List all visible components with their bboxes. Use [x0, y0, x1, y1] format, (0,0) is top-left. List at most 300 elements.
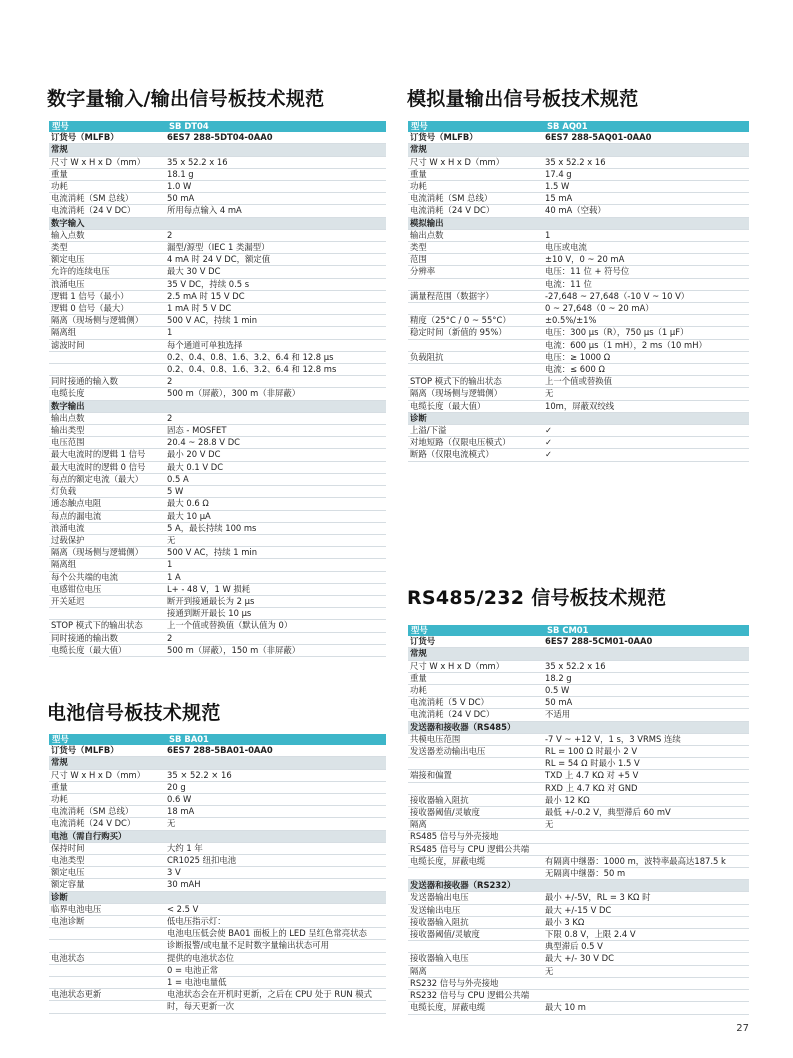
table-row [49, 327, 386, 339]
spec-value: 电流：≤ 600 Ω [545, 364, 605, 375]
spec-label [408, 303, 543, 314]
table-row [408, 401, 749, 413]
table-row [49, 279, 386, 291]
spec-value: 35 x 52.2 x 16 [545, 156, 606, 167]
table-row [49, 645, 386, 657]
spec-value: 5 A，最长持续 100 ms [167, 522, 257, 533]
spec-label: 功耗 [410, 685, 427, 696]
table-row [49, 1001, 386, 1013]
table-row [408, 770, 749, 782]
spec-value: 接通到断开最长 10 μs [167, 608, 252, 619]
table-row [49, 437, 386, 449]
spec-value: 最大 0.6 Ω [167, 498, 209, 509]
header-label: 型号 [52, 121, 69, 131]
spec-label: 接收器输入阻抗 [410, 794, 469, 805]
spec-label: 常规 [51, 757, 68, 768]
spec-label: 端接和偏置 [410, 770, 452, 781]
spec-label: 尺寸 W x H x D（mm） [51, 156, 146, 167]
spec-value [543, 144, 749, 155]
table-row [408, 831, 749, 843]
table-row [408, 868, 749, 880]
table-row [408, 941, 749, 953]
table-row [49, 572, 386, 584]
section-header-row [408, 880, 749, 892]
table-row [408, 303, 749, 315]
table-row [49, 867, 386, 879]
spec-label: 尺寸 W x H x D（mm） [410, 156, 505, 167]
table-row [49, 498, 386, 510]
spec-value: 30 mAH [167, 879, 201, 890]
table-row [408, 685, 749, 697]
spec-label: 接收器输入电压 [410, 953, 469, 964]
spec-label: 隔离 [410, 819, 427, 830]
spec-value [543, 413, 749, 424]
spec-label: 隔离 [410, 965, 427, 976]
spec-value: 无 [545, 965, 554, 976]
spec-value [543, 880, 749, 891]
spec-value: 0 ~ 27,648（0 ~ 20 mA） [545, 303, 654, 314]
spec-label: 电流消耗（24 V DC） [51, 205, 136, 216]
table-row [49, 535, 386, 547]
header-model: SB BA01 [169, 734, 209, 744]
table-row [408, 132, 749, 144]
table-row [49, 547, 386, 559]
spec-value: 1 A [167, 571, 181, 582]
spec-value: 6ES7 288-5DT04-0AA0 [167, 132, 273, 143]
table-row [49, 745, 386, 757]
spec-value: ✓ [545, 449, 553, 460]
table-row [408, 388, 749, 400]
spec-label: RS485 信号与外壳接地 [410, 831, 499, 842]
section-header-row [408, 218, 749, 230]
table-row [49, 242, 386, 254]
spec-label: 逻辑 1 信号（最小） [51, 290, 129, 301]
spec-label: 每个公共端的电流 [51, 571, 118, 582]
spec-label: 输出点数 [410, 229, 444, 240]
table-row [49, 559, 386, 571]
spec-label: 浪涌电流 [51, 522, 85, 533]
spec-label: 同时接通的输出数 [51, 632, 118, 643]
table-row [49, 977, 386, 989]
table-row [408, 1002, 749, 1014]
spec-value: 1.5 W [545, 181, 570, 192]
spec-label: 重量 [51, 781, 68, 792]
table-row [408, 230, 749, 242]
spec-value [165, 831, 386, 842]
spec-label: 每点的额定电流（最大） [51, 473, 144, 484]
spec-value [543, 990, 749, 1001]
spec-label: 发送器和接收器（RS485） [410, 721, 516, 732]
table-row [49, 879, 386, 891]
spec-value: -7 V ~ +12 V，1 s，3 VRMS 连续 [545, 733, 681, 744]
spec-label: 满量程范围（数据字） [410, 290, 494, 301]
spec-label: 最大电流时的逻辑 0 信号 [51, 461, 146, 472]
table-row [408, 746, 749, 758]
table-row [49, 340, 386, 352]
table-row [49, 620, 386, 632]
spec-label: 范围 [410, 254, 427, 265]
spec-label: 电池诊断 [51, 916, 85, 927]
spec-value: 50 mA [545, 697, 573, 708]
header-label: 型号 [52, 734, 69, 744]
table-row [49, 181, 386, 193]
table-row [408, 157, 749, 169]
spec-value: 电池电压低会使 BA01 面板上的 LED 呈红色常亮状态 [167, 928, 367, 939]
spec-label: 滤波时间 [51, 339, 85, 350]
spec-value: 35 x 52.2 x 16 [167, 156, 228, 167]
spec-value: 无 [167, 818, 176, 829]
spec-label: 电压范围 [51, 437, 85, 448]
table-row [408, 905, 749, 917]
table-row [408, 734, 749, 746]
spec-value: 0.6 W [167, 794, 192, 805]
spec-value: 2 [167, 229, 173, 240]
spec-value: 6ES7 288-5BA01-0AA0 [167, 745, 273, 756]
spec-value: 3 V [167, 867, 181, 878]
spec-label [49, 608, 165, 619]
spec-value: 提供的电池状态位 [167, 952, 234, 963]
table-row [408, 758, 749, 770]
spec-value: 断开到接通最长为 2 μs [167, 595, 255, 606]
table-row [408, 242, 749, 254]
table-row [408, 425, 749, 437]
table-row [49, 940, 386, 952]
table-row [408, 917, 749, 929]
table-row [408, 783, 749, 795]
spec-label: 订货号（MLFB） [410, 132, 478, 143]
table-row [408, 990, 749, 1002]
battery-board-title: 电池信号板技术规范 [47, 702, 221, 724]
spec-value [543, 831, 749, 842]
table-row [49, 132, 386, 144]
spec-label: 电流消耗（SM 总线） [410, 193, 493, 204]
table-header-row [408, 121, 749, 132]
table-row [408, 181, 749, 193]
spec-value: 时，每天更新一次 [167, 1001, 234, 1012]
spec-value: 最小 3 KΩ [545, 916, 585, 927]
spec-value: 最大 30 V DC [167, 266, 221, 277]
table-row [408, 340, 749, 352]
spec-label: 电感钳位电压 [51, 583, 102, 594]
spec-value: 上一个值或替换值（默认值为 0） [167, 620, 293, 631]
spec-label: 通态触点电阻 [51, 498, 102, 509]
spec-label [408, 783, 543, 794]
spec-value: 最大 10 m [545, 1002, 586, 1013]
spec-value: 500 m（屏蔽），150 m（非屏蔽） [167, 644, 301, 655]
spec-label: 数字输入 [51, 217, 85, 228]
spec-value [543, 218, 749, 229]
spec-value [543, 844, 749, 855]
spec-value: 电压：300 μs（R），750 μs（1 μF） [545, 327, 689, 338]
spec-label: 类型 [410, 242, 427, 253]
spec-label: RS485 信号与 CPU 逻辑公共端 [410, 843, 530, 854]
table-row [49, 169, 386, 181]
spec-value: -27,648 ~ 27,648（-10 V ~ 10 V） [545, 290, 690, 301]
spec-label: 电缆长度，屏蔽电缆 [410, 855, 486, 866]
spec-label: 负载阻抗 [410, 351, 444, 362]
table-row [408, 352, 749, 364]
table-row [49, 425, 386, 437]
section-header-row [408, 413, 749, 425]
section-header-row [49, 401, 386, 413]
spec-value: 低电压指示灯： [167, 916, 226, 927]
spec-label [408, 758, 543, 769]
spec-value: 50 mA [167, 193, 195, 204]
spec-value: 诊断报警/或电量不足时数字量输出状态可用 [167, 940, 329, 951]
spec-value: 最小 12 KΩ [545, 794, 590, 805]
spec-value: 17.4 g [545, 168, 572, 179]
spec-value: 1 [167, 327, 173, 338]
spec-label [408, 340, 543, 351]
table-row [49, 266, 386, 278]
spec-value: 最小 +/-5V，RL = 3 KΩ 时 [545, 892, 651, 903]
spec-label [49, 1001, 165, 1012]
rs485-spec-table [408, 625, 749, 1015]
spec-label: 功耗 [51, 794, 68, 805]
spec-label: 发送输出电压 [410, 904, 461, 915]
table-row [49, 388, 386, 400]
table-row [49, 315, 386, 327]
spec-label: 每点的漏电流 [51, 510, 102, 521]
spec-value: 18 mA [167, 806, 195, 817]
spec-value: 电压或电流 [545, 242, 587, 253]
spec-label: 电缆长度（最大值） [51, 644, 127, 655]
spec-label: 电池状态更新 [51, 989, 102, 1000]
table-row [49, 633, 386, 645]
spec-value: 有隔离中继器：1000 m，波特率最高达187.5 k [545, 855, 726, 866]
spec-value: 固态 - MOSFET [167, 425, 227, 436]
table-row [49, 254, 386, 266]
spec-label: 保持时间 [51, 842, 85, 853]
spec-value [543, 722, 749, 733]
analog-output-title: 模拟量输出信号板技术规范 [407, 88, 639, 110]
spec-label: 数字输出 [51, 400, 85, 411]
spec-label: 断路（仅限电流模式） [410, 449, 494, 460]
table-row [49, 953, 386, 965]
spec-value: 10m，屏蔽双绞线 [545, 400, 615, 411]
spec-value: ±10 V，0 ~ 20 mA [545, 254, 625, 265]
table-row [408, 673, 749, 685]
table-row [408, 795, 749, 807]
section-header-row [408, 722, 749, 734]
spec-label: 尺寸 W x H x D（mm） [51, 769, 146, 780]
spec-value: 35 x 52.2 x 16 [545, 660, 606, 671]
spec-value [165, 757, 386, 768]
table-row [408, 437, 749, 449]
spec-value: 35 × 52.2 × 16 [167, 769, 232, 780]
spec-value: 电压：11 位 + 符号位 [545, 266, 630, 277]
table-row [408, 315, 749, 327]
spec-label: 功耗 [410, 181, 427, 192]
spec-label: 接收器阈值/灵敏度 [410, 807, 480, 818]
table-row [408, 364, 749, 376]
table-row [408, 636, 749, 648]
spec-value: 无隔离中继器：50 m [545, 868, 626, 879]
spec-value: 电池状态会在开机时更新，之后在 CPU 处于 RUN 模式 [167, 989, 373, 1000]
spec-label [49, 352, 165, 363]
section-header-row [49, 144, 386, 156]
spec-label: 诊断 [410, 412, 427, 423]
spec-label: 额定电压 [51, 867, 85, 878]
page-number: 27 [736, 1023, 749, 1034]
table-header-row [49, 734, 386, 745]
spec-value [165, 144, 386, 155]
table-row [49, 462, 386, 474]
spec-value: CR1025 纽扣电池 [167, 855, 237, 866]
table-row [49, 608, 386, 620]
spec-label: 过载保护 [51, 534, 85, 545]
spec-label: 对地短路（仅限电压模式） [410, 437, 511, 448]
spec-value: 0.2、0.4、0.8、1.6、3.2、6.4 和 12.8 ms [167, 364, 337, 375]
spec-value: 最大 0.1 V DC [167, 461, 224, 472]
table-row [408, 697, 749, 709]
spec-value: 电流：11 位 [545, 278, 592, 289]
spec-value: 典型滞后 0.5 V [545, 941, 603, 952]
table-row [408, 291, 749, 303]
spec-value [165, 218, 386, 229]
spec-label: 输入点数 [51, 229, 85, 240]
spec-label: 隔离（现场侧与逻辑侧） [51, 547, 144, 558]
spec-label: 分辨率 [410, 266, 436, 277]
table-row [49, 806, 386, 818]
spec-label [49, 928, 165, 939]
table-row [408, 169, 749, 181]
spec-value: 最大 +/-15 V DC [545, 904, 612, 915]
table-row [49, 352, 386, 364]
table-header-row [49, 121, 386, 132]
spec-label: 常规 [410, 648, 427, 659]
header-model: SB CM01 [547, 625, 589, 635]
spec-value: L+ - 48 V，1 W 损耗 [167, 583, 251, 594]
spec-value: RXD 上 4.7 KΩ 对 GND [545, 782, 638, 793]
spec-value: 0.5 A [167, 473, 189, 484]
spec-value: 电压：≥ 1000 Ω [545, 351, 611, 362]
spec-label: 重量 [410, 672, 427, 683]
spec-value: 6ES7 288-5CM01-0AA0 [545, 636, 653, 647]
section-header-row [49, 892, 386, 904]
spec-value: 1 [167, 559, 173, 570]
section-header-row [408, 144, 749, 156]
spec-value: RL = 54 Ω 时最小 1.5 V [545, 758, 640, 769]
table-row [49, 291, 386, 303]
table-row [408, 327, 749, 339]
spec-value: 35 V DC，持续 0.5 s [167, 278, 250, 289]
header-model: SB DT04 [169, 121, 209, 131]
spec-label: 逻辑 0 信号（最大） [51, 303, 129, 314]
spec-value: ±0.5%/±1% [545, 315, 597, 326]
spec-label: 输出类型 [51, 425, 85, 436]
table-row [49, 449, 386, 461]
table-row [408, 205, 749, 217]
table-row [408, 193, 749, 205]
spec-value: 漏型/源型（IEC 1 类漏型） [167, 242, 270, 253]
spec-value: 无 [545, 388, 554, 399]
spec-label [408, 868, 543, 879]
spec-value: 每个通道可单独选择 [167, 339, 243, 350]
table-header-row [408, 625, 749, 636]
spec-value: 0.5 W [545, 685, 570, 696]
spec-value: 15 mA [545, 193, 573, 204]
table-row [49, 376, 386, 388]
table-row [49, 523, 386, 535]
table-row [49, 303, 386, 315]
section-header-row [49, 831, 386, 843]
spec-value: 最小 20 V DC [167, 449, 221, 460]
spec-label: 电流消耗（5 V DC） [410, 697, 489, 708]
table-row [408, 254, 749, 266]
table-row [49, 794, 386, 806]
table-row [408, 266, 749, 278]
table-row [49, 413, 386, 425]
spec-value: 4 mA 时 24 V DC，额定值 [167, 254, 271, 265]
spec-label: 功耗 [51, 181, 68, 192]
digital-io-spec-table [49, 121, 386, 657]
table-row [408, 807, 749, 819]
spec-label: 共模电压范围 [410, 733, 461, 744]
table-row [408, 376, 749, 388]
spec-label: 电流消耗（24 V DC） [410, 709, 495, 720]
spec-label: 接收器阈值/灵敏度 [410, 929, 480, 940]
header-model: SB AQ01 [547, 121, 588, 131]
table-row [49, 157, 386, 169]
spec-value: 无 [167, 534, 176, 545]
spec-label: RS232 信号与 CPU 逻辑公共端 [410, 990, 530, 1001]
spec-value: 500 V AC，持续 1 min [167, 547, 258, 558]
spec-label: 精度（25°C / 0 ~ 55°C） [410, 315, 511, 326]
spec-value: 500 V AC，持续 1 min [167, 315, 258, 326]
spec-value: 20.4 ~ 28.8 V DC [167, 437, 240, 448]
table-row [49, 584, 386, 596]
spec-label: 尺寸 W x H x D（mm） [410, 660, 505, 671]
table-row [49, 193, 386, 205]
spec-label: 最大电流时的逻辑 1 信号 [51, 449, 146, 460]
spec-value: 18.1 g [167, 168, 194, 179]
spec-label: 电池类型 [51, 855, 85, 866]
spec-label: 电池（需自行购买） [51, 830, 127, 841]
spec-value: 上一个值或替换值 [545, 376, 612, 387]
spec-value: 最大 10 μA [167, 510, 211, 521]
table-row [49, 916, 386, 928]
spec-value: 1 = 电池电量低 [167, 977, 227, 988]
spec-value: 2 [167, 632, 173, 643]
spec-label: 发送器差动输出电压 [410, 746, 486, 757]
spec-label: 输出点数 [51, 412, 85, 423]
spec-label: 类型 [51, 242, 68, 253]
spec-value: 电流：600 μs（1 mH），2 ms（10 mH） [545, 339, 707, 350]
spec-value: 40 mA（空载） [545, 205, 606, 216]
spec-value: 6ES7 288-5AQ01-0AA0 [545, 132, 652, 143]
spec-label: 常规 [51, 144, 68, 155]
spec-label: 电流消耗（SM 总线） [51, 193, 134, 204]
table-row [408, 953, 749, 965]
battery-spec-table [49, 734, 386, 1014]
table-row [49, 989, 386, 1001]
spec-value: 最低 +/-0.2 V，典型滞后 60 mV [545, 807, 671, 818]
spec-value: 2 [167, 412, 173, 423]
spec-value: 500 m（屏蔽），300 m（非屏蔽） [167, 388, 301, 399]
spec-label: 电流消耗（24 V DC） [51, 818, 136, 829]
header-label: 型号 [411, 121, 428, 131]
spec-label: 发送器输出电压 [410, 892, 469, 903]
spec-value: 2.5 mA 时 15 V DC [167, 290, 245, 301]
spec-label: 额定容量 [51, 879, 85, 890]
spec-label [408, 364, 543, 375]
analog-output-spec-table [408, 121, 749, 462]
rs485-board-title: RS485/232 信号板技术规范 [407, 587, 667, 609]
table-row [408, 819, 749, 831]
spec-value: 18.2 g [545, 672, 572, 683]
spec-label: 接收器输入阻抗 [410, 916, 469, 927]
